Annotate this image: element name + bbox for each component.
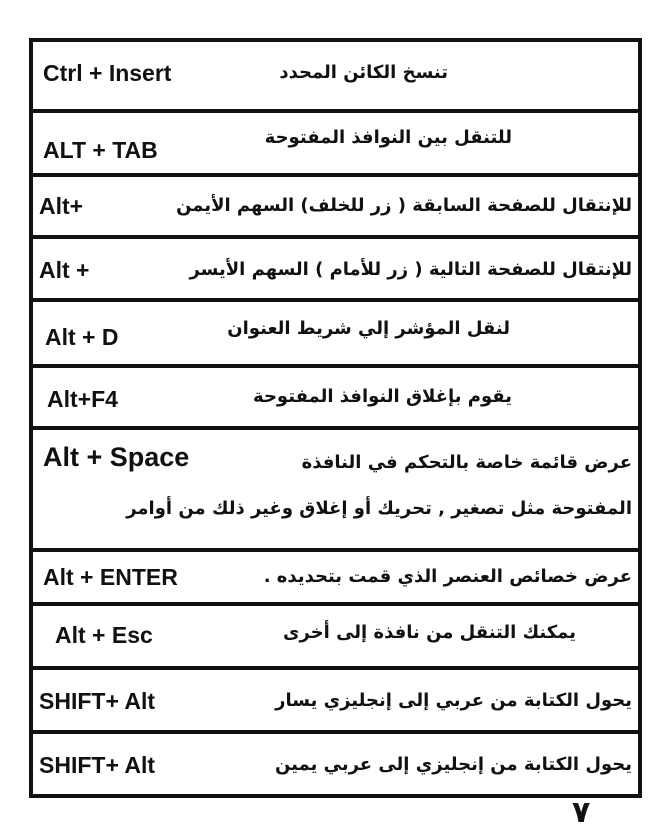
shortcut-label: SHIFT+ Alt <box>39 688 156 714</box>
table-row <box>33 109 638 173</box>
table-row <box>33 364 638 426</box>
table-row <box>33 730 638 794</box>
shortcut-description: يحول الكتابة من عربي إلى إنجليزي يسار <box>275 690 632 711</box>
table-row <box>33 426 638 548</box>
table-row <box>33 298 638 364</box>
shortcut-description: يحول الكتابة من إنجليزي إلى عربي يمين <box>274 754 632 775</box>
page-number: ٧ <box>572 795 591 830</box>
shortcut-label: Alt + Space <box>43 442 190 472</box>
shortcut-description: يقوم بإغلاق النوافذ المفتوحة <box>253 386 512 407</box>
table-row <box>33 666 638 730</box>
shortcut-description-line2: المفتوحة مثل تصغير , تحريك أو إغلاق وغير ذلك من أوامر <box>126 498 632 519</box>
table-row <box>33 548 638 602</box>
shortcut-label: Alt + D <box>45 324 119 350</box>
shortcut-label: Alt+F4 <box>47 386 118 412</box>
shortcut-label: Alt + Esc <box>55 622 153 648</box>
shortcut-label: Alt+ <box>39 193 84 219</box>
shortcut-description: لنقل المؤشر إلي شريط العنوان <box>227 318 510 339</box>
table-row <box>33 173 638 235</box>
shortcut-label: Alt + <box>39 257 90 283</box>
shortcut-description: للإنتقال للصفحة السابقة ( زر للخلف) السهم الأيمن <box>176 195 632 216</box>
shortcut-description: يمكنك التنقل من نافذة إلى أخرى <box>282 622 576 643</box>
shortcut-description: تنسخ الكائن المحدد <box>279 62 448 83</box>
shortcut-label: SHIFT+ Alt <box>39 752 156 778</box>
shortcut-description: للتنقل بين النوافذ المفتوحة <box>264 127 512 148</box>
shortcut-description: عرض قائمة خاصة بالتحكم في النافذة <box>301 452 632 473</box>
table-row <box>33 38 638 109</box>
shortcut-label: Ctrl + Insert <box>43 60 172 86</box>
shortcuts-table <box>29 38 642 798</box>
shortcut-description: عرض خصائص العنصر الذي قمت بتحديده . <box>263 566 632 587</box>
shortcut-label: Alt + ENTER <box>43 564 178 590</box>
table-row <box>33 235 638 298</box>
shortcut-description: للإنتقال للصفحة التالية ( زر للأمام ) السهم الأيسر <box>189 259 632 280</box>
table-row <box>33 602 638 666</box>
shortcut-label: ALT + TAB <box>43 137 158 163</box>
